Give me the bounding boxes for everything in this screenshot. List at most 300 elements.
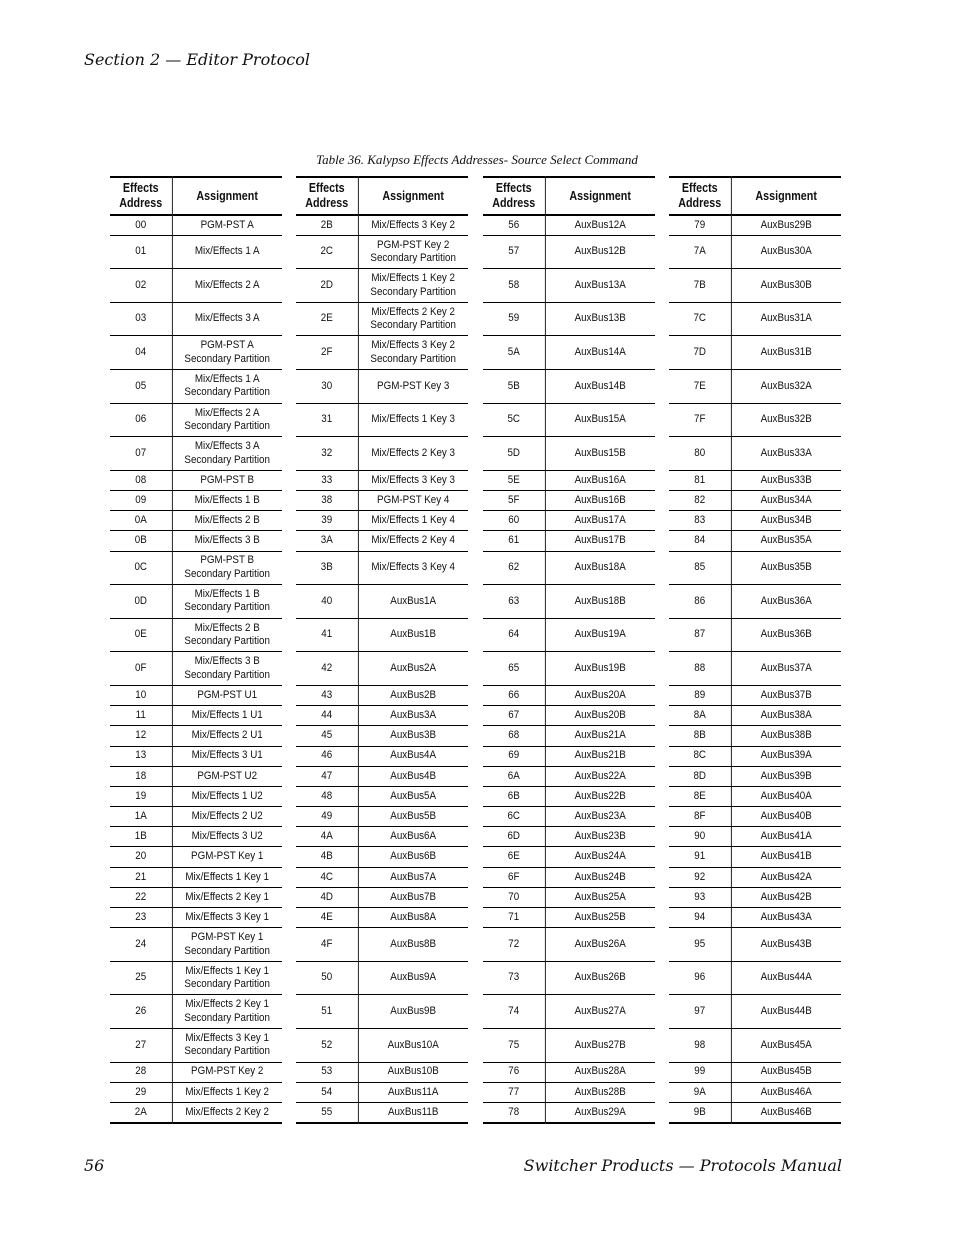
assignment-cell: AuxBus18B: [545, 585, 655, 619]
assignment-cell: AuxBus35B: [731, 551, 841, 585]
table-row: [483, 215, 655, 235]
effects-address-cell: 94: [669, 908, 731, 928]
table-row: [296, 215, 468, 235]
address-table-column: [483, 176, 655, 1124]
table-row: [110, 336, 282, 370]
effects-address-cell: 23: [110, 908, 172, 928]
table-row: [483, 928, 655, 962]
table-row: [110, 1062, 282, 1082]
assignment-cell: AuxBus43A: [731, 908, 841, 928]
assignment-cell: AuxBus16B: [545, 491, 655, 511]
effects-address-cell: 4A: [296, 827, 358, 847]
assignment-cell: AuxBus35A: [731, 531, 841, 551]
effects-address-cell: 03: [110, 302, 172, 336]
effects-address-cell: 92: [669, 867, 731, 887]
table-row: [483, 1062, 655, 1082]
assignment-cell: AuxBus33B: [731, 470, 841, 490]
assignment-cell: AuxBus36A: [731, 585, 841, 619]
table-row: [483, 403, 655, 437]
table-row: [483, 887, 655, 907]
table-row: [296, 867, 468, 887]
effects-address-cell: 0B: [110, 531, 172, 551]
table-row: [296, 827, 468, 847]
table-row: [669, 618, 841, 652]
assignment-cell: Mix/Effects 2 Key 1 Secondary Partition: [172, 995, 282, 1029]
table-row: [296, 585, 468, 619]
effects-address-cell: 74: [483, 995, 545, 1029]
assignment-cell: AuxBus6B: [358, 847, 468, 867]
effects-address-cell: 7D: [669, 336, 731, 370]
assignment-cell: Mix/Effects 1 B Secondary Partition: [172, 585, 282, 619]
assignment-cell: AuxBus39A: [731, 746, 841, 766]
effects-address-cell: 87: [669, 618, 731, 652]
effects-address-cell: 47: [296, 766, 358, 786]
table-row: [669, 1102, 841, 1122]
effects-address-cell: 7C: [669, 302, 731, 336]
table-row: [296, 786, 468, 806]
effects-address-cell: 39: [296, 511, 358, 531]
table-row: [669, 961, 841, 995]
assignment-cell: Mix/Effects 2 Key 2: [172, 1102, 282, 1122]
effects-address-cell: 66: [483, 685, 545, 705]
effects-address-cell: 93: [669, 887, 731, 907]
effects-address-cell: 44: [296, 706, 358, 726]
assignment-cell: AuxBus1B: [358, 618, 468, 652]
assignment-cell: AuxBus44A: [731, 961, 841, 995]
assignment-cell: AuxBus38A: [731, 706, 841, 726]
assignment-cell: AuxBus19B: [545, 652, 655, 686]
assignment-cell: PGM-PST B Secondary Partition: [172, 551, 282, 585]
column-header-address: Effects Address: [110, 177, 172, 215]
assignment-cell: Mix/Effects 2 Key 1: [172, 887, 282, 907]
effects-address-cell: 02: [110, 269, 172, 303]
effects-address-cell: 83: [669, 511, 731, 531]
section-header: Section 2 — Editor Protocol: [84, 50, 310, 69]
table-row: [669, 685, 841, 705]
assignment-cell: AuxBus27A: [545, 995, 655, 1029]
table-row: [110, 685, 282, 705]
effects-address-cell: 5E: [483, 470, 545, 490]
assignment-cell: AuxBus4B: [358, 766, 468, 786]
effects-address-cell: 60: [483, 511, 545, 531]
table-row: [483, 786, 655, 806]
effects-address-cell: 79: [669, 215, 731, 235]
effects-address-cell: 78: [483, 1102, 545, 1122]
table-row: [296, 1082, 468, 1102]
assignment-cell: AuxBus14B: [545, 370, 655, 404]
table-row: [296, 928, 468, 962]
table-row: [110, 269, 282, 303]
effects-address-cell: 59: [483, 302, 545, 336]
assignment-cell: AuxBus16A: [545, 470, 655, 490]
assignment-cell: Mix/Effects 1 Key 3: [358, 403, 468, 437]
effects-address-cell: 50: [296, 961, 358, 995]
effects-address-cell: 65: [483, 652, 545, 686]
table-row: [669, 370, 841, 404]
assignment-cell: AuxBus15B: [545, 437, 655, 471]
effects-address-cell: 71: [483, 908, 545, 928]
effects-address-cell: 89: [669, 685, 731, 705]
effects-address-cell: 8B: [669, 726, 731, 746]
table-row: [110, 766, 282, 786]
effects-address-cell: 1B: [110, 827, 172, 847]
table-row: [110, 827, 282, 847]
assignment-cell: PGM-PST Key 1: [172, 847, 282, 867]
assignment-cell: AuxBus31A: [731, 302, 841, 336]
assignment-cell: AuxBus19A: [545, 618, 655, 652]
assignment-cell: PGM-PST U1: [172, 685, 282, 705]
effects-address-cell: 28: [110, 1062, 172, 1082]
assignment-cell: Mix/Effects 1 B: [172, 491, 282, 511]
table-row: [110, 867, 282, 887]
assignment-cell: AuxBus32A: [731, 370, 841, 404]
table-row: [483, 961, 655, 995]
effects-address-cell: 90: [669, 827, 731, 847]
assignment-cell: Mix/Effects 1 Key 4: [358, 511, 468, 531]
assignment-cell: Mix/Effects 3 B Secondary Partition: [172, 652, 282, 686]
table-row: [669, 807, 841, 827]
table-row: [110, 437, 282, 471]
assignment-cell: Mix/Effects 2 U1: [172, 726, 282, 746]
assignment-cell: AuxBus18A: [545, 551, 655, 585]
assignment-cell: AuxBus40A: [731, 786, 841, 806]
effects-address-cell: 4E: [296, 908, 358, 928]
effects-address-cell: 21: [110, 867, 172, 887]
address-table-column: [110, 176, 282, 1124]
effects-address-cell: 3B: [296, 551, 358, 585]
effects-address-cell: 54: [296, 1082, 358, 1102]
assignment-cell: AuxBus7B: [358, 887, 468, 907]
assignment-cell: Mix/Effects 3 U1: [172, 746, 282, 766]
effects-address-cell: 7B: [669, 269, 731, 303]
column-header-assignment: Assignment: [731, 177, 841, 215]
effects-address-cell: 51: [296, 995, 358, 1029]
assignment-cell: AuxBus26B: [545, 961, 655, 995]
assignment-cell: AuxBus36B: [731, 618, 841, 652]
column-header-assignment: Assignment: [358, 177, 468, 215]
table-row: [296, 437, 468, 471]
effects-address-cell: 22: [110, 887, 172, 907]
assignment-cell: AuxBus41A: [731, 827, 841, 847]
table-row: [110, 961, 282, 995]
table-row: [296, 470, 468, 490]
assignment-cell: AuxBus40B: [731, 807, 841, 827]
table-row: [669, 403, 841, 437]
effects-address-cell: 57: [483, 235, 545, 269]
assignment-cell: Mix/Effects 1 A: [172, 235, 282, 269]
table-row: [669, 437, 841, 471]
effects-address-cell: 10: [110, 685, 172, 705]
assignment-cell: AuxBus28A: [545, 1062, 655, 1082]
table-row: [110, 928, 282, 962]
effects-address-cell: 99: [669, 1062, 731, 1082]
table-row: [669, 235, 841, 269]
assignment-cell: AuxBus10A: [358, 1029, 468, 1063]
effects-address-cell: 49: [296, 807, 358, 827]
effects-address-cell: 20: [110, 847, 172, 867]
assignment-cell: AuxBus29B: [731, 215, 841, 235]
assignment-cell: AuxBus10B: [358, 1062, 468, 1082]
table-row: [669, 766, 841, 786]
effects-address-cell: 5D: [483, 437, 545, 471]
effects-address-cell: 45: [296, 726, 358, 746]
assignment-cell: AuxBus41B: [731, 847, 841, 867]
table-row: [483, 511, 655, 531]
assignment-cell: AuxBus29A: [545, 1102, 655, 1122]
assignment-cell: PGM-PST Key 3: [358, 370, 468, 404]
table-row: [110, 370, 282, 404]
table-row: [110, 652, 282, 686]
assignment-cell: AuxBus20B: [545, 706, 655, 726]
effects-address-cell: 25: [110, 961, 172, 995]
effects-address-cell: 96: [669, 961, 731, 995]
assignment-cell: AuxBus37A: [731, 652, 841, 686]
address-table-column: [669, 176, 841, 1124]
assignment-cell: AuxBus25B: [545, 908, 655, 928]
effects-address-cell: 77: [483, 1082, 545, 1102]
effects-address-cell: 2A: [110, 1102, 172, 1122]
assignment-cell: AuxBus17B: [545, 531, 655, 551]
effects-address-cell: 75: [483, 1029, 545, 1063]
assignment-cell: AuxBus42A: [731, 867, 841, 887]
assignment-cell: Mix/Effects 2 U2: [172, 807, 282, 827]
effects-address-cell: 01: [110, 235, 172, 269]
assignment-cell: AuxBus8A: [358, 908, 468, 928]
table-row: [296, 618, 468, 652]
assignment-cell: AuxBus24A: [545, 847, 655, 867]
table-caption: Table 36. Kalypso Effects Addresses- Source Select Command: [316, 152, 638, 167]
table-row: [296, 652, 468, 686]
effects-address-cell: 55: [296, 1102, 358, 1122]
effects-address-cell: 11: [110, 706, 172, 726]
table-row: [669, 706, 841, 726]
assignment-cell: Mix/Effects 2 B: [172, 511, 282, 531]
table-row: [110, 746, 282, 766]
assignment-cell: AuxBus46B: [731, 1102, 841, 1122]
table-row: [296, 403, 468, 437]
table-row: [296, 961, 468, 995]
assignment-cell: AuxBus46A: [731, 1082, 841, 1102]
table-row: [483, 766, 655, 786]
assignment-cell: Mix/Effects 3 B: [172, 531, 282, 551]
effects-address-cell: 48: [296, 786, 358, 806]
table-row: [296, 726, 468, 746]
table-row: [483, 726, 655, 746]
assignment-cell: AuxBus17A: [545, 511, 655, 531]
table-row: [110, 786, 282, 806]
effects-address-cell: 7E: [669, 370, 731, 404]
effects-address-cell: 8E: [669, 786, 731, 806]
effects-address-cell: 52: [296, 1029, 358, 1063]
assignment-cell: AuxBus24B: [545, 867, 655, 887]
table-row: [483, 706, 655, 726]
effects-address-cell: 42: [296, 652, 358, 686]
assignment-cell: AuxBus23A: [545, 807, 655, 827]
assignment-cell: AuxBus30A: [731, 235, 841, 269]
table-row: [483, 1102, 655, 1122]
effects-address-cell: 24: [110, 928, 172, 962]
table-row: [483, 336, 655, 370]
effects-address-cell: 5A: [483, 336, 545, 370]
effects-address-cell: 30: [296, 370, 358, 404]
table-row: [296, 766, 468, 786]
table-row: [669, 1082, 841, 1102]
effects-address-cell: 56: [483, 215, 545, 235]
assignment-cell: AuxBus22B: [545, 786, 655, 806]
assignment-cell: Mix/Effects 3 U2: [172, 827, 282, 847]
assignment-cell: AuxBus1A: [358, 585, 468, 619]
assignment-cell: AuxBus30B: [731, 269, 841, 303]
assignment-cell: AuxBus12B: [545, 235, 655, 269]
effects-address-cell: 82: [669, 491, 731, 511]
effects-address-cell: 0D: [110, 585, 172, 619]
effects-address-cell: 00: [110, 215, 172, 235]
effects-address-cell: 0F: [110, 652, 172, 686]
assignment-cell: Mix/Effects 1 U1: [172, 706, 282, 726]
effects-address-cell: 98: [669, 1029, 731, 1063]
effects-address-cell: 1A: [110, 807, 172, 827]
effects-address-cell: 8F: [669, 807, 731, 827]
assignment-cell: Mix/Effects 3 Key 1: [172, 908, 282, 928]
table-row: [483, 302, 655, 336]
effects-address-cell: 26: [110, 995, 172, 1029]
effects-address-cell: 4D: [296, 887, 358, 907]
table-row: [669, 302, 841, 336]
effects-address-cell: 09: [110, 491, 172, 511]
table-row: [110, 995, 282, 1029]
assignment-cell: AuxBus4A: [358, 746, 468, 766]
effects-address-cell: 5F: [483, 491, 545, 511]
table-row: [296, 302, 468, 336]
effects-address-cell: 68: [483, 726, 545, 746]
effects-address-cell: 9A: [669, 1082, 731, 1102]
effects-address-cell: 76: [483, 1062, 545, 1082]
effects-address-cell: 2D: [296, 269, 358, 303]
assignment-cell: Mix/Effects 3 Key 1 Secondary Partition: [172, 1029, 282, 1063]
assignment-cell: AuxBus9A: [358, 961, 468, 995]
assignment-cell: AuxBus25A: [545, 887, 655, 907]
effects-address-cell: 85: [669, 551, 731, 585]
assignment-cell: Mix/Effects 3 Key 2 Secondary Partition: [358, 336, 468, 370]
assignment-cell: AuxBus38B: [731, 726, 841, 746]
assignment-cell: AuxBus2A: [358, 652, 468, 686]
assignment-cell: AuxBus11B: [358, 1102, 468, 1122]
table-row: [296, 1029, 468, 1063]
assignment-cell: Mix/Effects 1 Key 1: [172, 867, 282, 887]
table-row: [669, 551, 841, 585]
assignment-cell: AuxBus21B: [545, 746, 655, 766]
page-number: 56: [84, 1156, 105, 1175]
table-row: [110, 403, 282, 437]
table-row: [483, 235, 655, 269]
table-row: [110, 618, 282, 652]
effects-address-cell: 6F: [483, 867, 545, 887]
table-row: [669, 786, 841, 806]
effects-address-cell: 0E: [110, 618, 172, 652]
assignment-cell: Mix/Effects 2 A: [172, 269, 282, 303]
table-row: [296, 531, 468, 551]
table-row: [483, 867, 655, 887]
table-row: [110, 706, 282, 726]
table-row: [483, 491, 655, 511]
table-row: [296, 551, 468, 585]
table-row: [110, 847, 282, 867]
effects-address-cell: 33: [296, 470, 358, 490]
effects-address-cell: 05: [110, 370, 172, 404]
table-row: [110, 302, 282, 336]
effects-address-cell: 58: [483, 269, 545, 303]
assignment-cell: AuxBus32B: [731, 403, 841, 437]
manual-title: Switcher Products — Protocols Manual: [523, 1156, 842, 1175]
assignment-cell: PGM-PST A: [172, 215, 282, 235]
assignment-cell: Mix/Effects 2 B Secondary Partition: [172, 618, 282, 652]
effects-address-cell: 80: [669, 437, 731, 471]
table-row: [296, 995, 468, 1029]
table-row: [483, 551, 655, 585]
table-row: [483, 437, 655, 471]
assignment-cell: AuxBus33A: [731, 437, 841, 471]
effects-address-cell: 32: [296, 437, 358, 471]
assignment-cell: AuxBus5A: [358, 786, 468, 806]
table-row: [669, 585, 841, 619]
effects-address-cell: 63: [483, 585, 545, 619]
table-row: [110, 1102, 282, 1122]
effects-address-cell: 18: [110, 766, 172, 786]
table-row: [669, 470, 841, 490]
assignment-cell: Mix/Effects 1 Key 2: [172, 1082, 282, 1102]
effects-address-cell: 7A: [669, 235, 731, 269]
assignment-cell: PGM-PST B: [172, 470, 282, 490]
effects-address-cell: 27: [110, 1029, 172, 1063]
table-row: [483, 269, 655, 303]
effects-address-cell: 46: [296, 746, 358, 766]
table-row: [483, 1082, 655, 1102]
assignment-cell: PGM-PST U2: [172, 766, 282, 786]
effects-address-cell: 4F: [296, 928, 358, 962]
table-row: [483, 1029, 655, 1063]
assignment-cell: AuxBus43B: [731, 928, 841, 962]
table-row: [110, 215, 282, 235]
table-row: [669, 269, 841, 303]
table-row: [669, 847, 841, 867]
table-row: [296, 807, 468, 827]
table-row: [110, 726, 282, 746]
assignment-cell: AuxBus23B: [545, 827, 655, 847]
effects-address-cell: 6B: [483, 786, 545, 806]
table-row: [110, 887, 282, 907]
table-row: [296, 746, 468, 766]
table-row: [669, 652, 841, 686]
table-row: [296, 235, 468, 269]
assignment-cell: AuxBus7A: [358, 867, 468, 887]
effects-address-cell: 4C: [296, 867, 358, 887]
effects-address-cell: 5C: [483, 403, 545, 437]
effects-address-cell: 40: [296, 585, 358, 619]
effects-address-cell: 8A: [669, 706, 731, 726]
table-row: [669, 827, 841, 847]
assignment-cell: AuxBus8B: [358, 928, 468, 962]
table-row: [669, 491, 841, 511]
table-row: [296, 887, 468, 907]
assignment-cell: AuxBus28B: [545, 1082, 655, 1102]
column-header-address: Effects Address: [483, 177, 545, 215]
table-row: [296, 370, 468, 404]
assignment-cell: Mix/Effects 3 A Secondary Partition: [172, 437, 282, 471]
column-header-assignment: Assignment: [172, 177, 282, 215]
table-row: [110, 491, 282, 511]
effects-address-cell: 13: [110, 746, 172, 766]
table-row: [669, 1029, 841, 1063]
